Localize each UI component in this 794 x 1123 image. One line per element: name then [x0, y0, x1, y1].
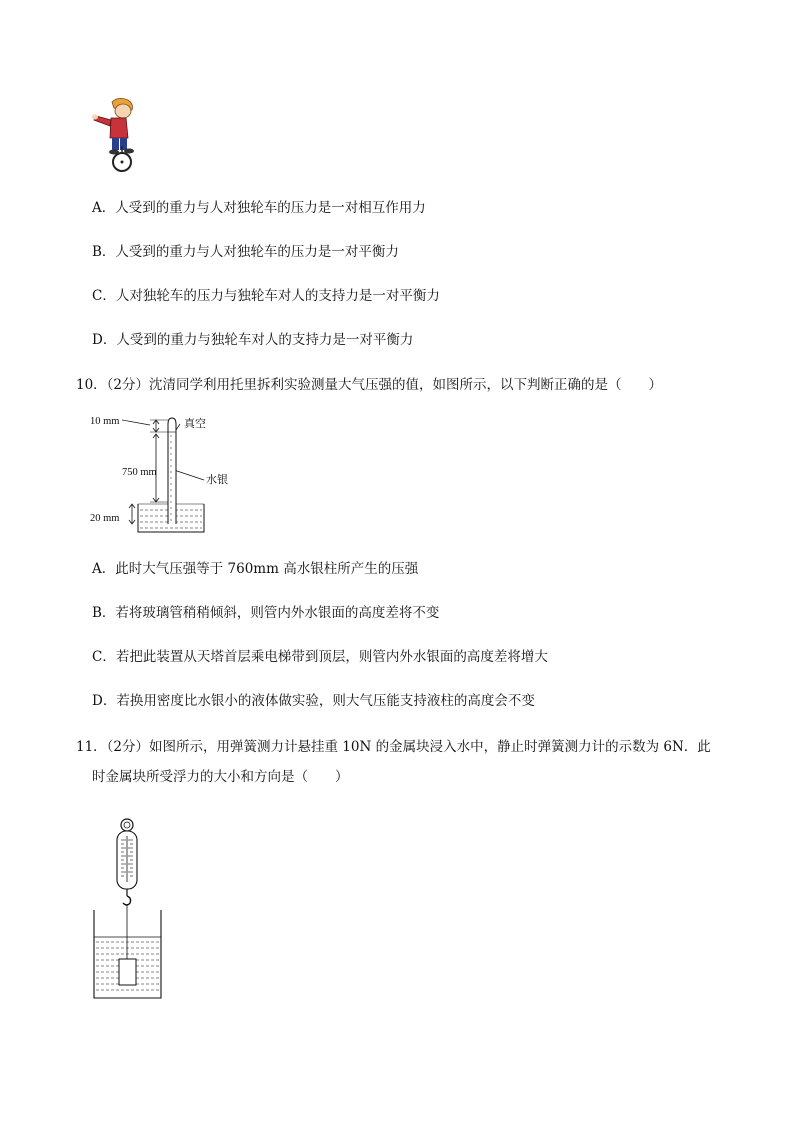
option-b: B．若将玻璃管稍稍倾斜，则管内外水银面的高度差将不变 — [92, 605, 440, 621]
label-top-gap: 10 mm — [90, 416, 120, 427]
label-column: 750 mm — [122, 467, 157, 478]
option-d: D．人受到的重力与独轮车对人的支持力是一对平衡力 — [92, 332, 414, 348]
question-11-stem-line1: 11．（2分）如图所示，用弹簧测力计悬挂重 10N 的金属块浸入水中，静止时弹簧测力计的示数为 6N．此 — [76, 739, 711, 755]
label-mercury: 水银 — [206, 473, 228, 486]
question-11-stem-line2: 时金属块所受浮力的大小和方向是（ ） — [92, 769, 349, 785]
spring-scale-figure — [90, 816, 170, 1002]
option-b: B．人受到的重力与人对独轮车的压力是一对平衡力 — [92, 244, 399, 260]
label-depth: 20 mm — [90, 513, 120, 524]
option-a: A．此时大气压强等于 760mm 高水银柱所产生的压强 — [92, 561, 419, 577]
question-10-stem: 10．（2分）沈清同学利用托里拆利实验测量大气压强的值，如图所示，以下判断正确的是（ ） — [76, 377, 663, 393]
option-c: C．若把此装置从天塔首层乘电梯带到顶层，则管内外水银面的高度差将增大 — [92, 649, 548, 665]
option-c: C．人对独轮车的压力与独轮车对人的支持力是一对平衡力 — [92, 288, 440, 304]
unicycle-rider-figure — [86, 96, 146, 174]
label-vacuum: 真空 — [184, 417, 206, 430]
option-d: D．若换用密度比水银小的液体做实验，则大气压能支持液柱的高度会不变 — [92, 693, 535, 709]
option-a: A．人受到的重力与人对独轮车的压力是一对相互作用力 — [92, 200, 426, 216]
torricelli-figure — [88, 412, 248, 537]
